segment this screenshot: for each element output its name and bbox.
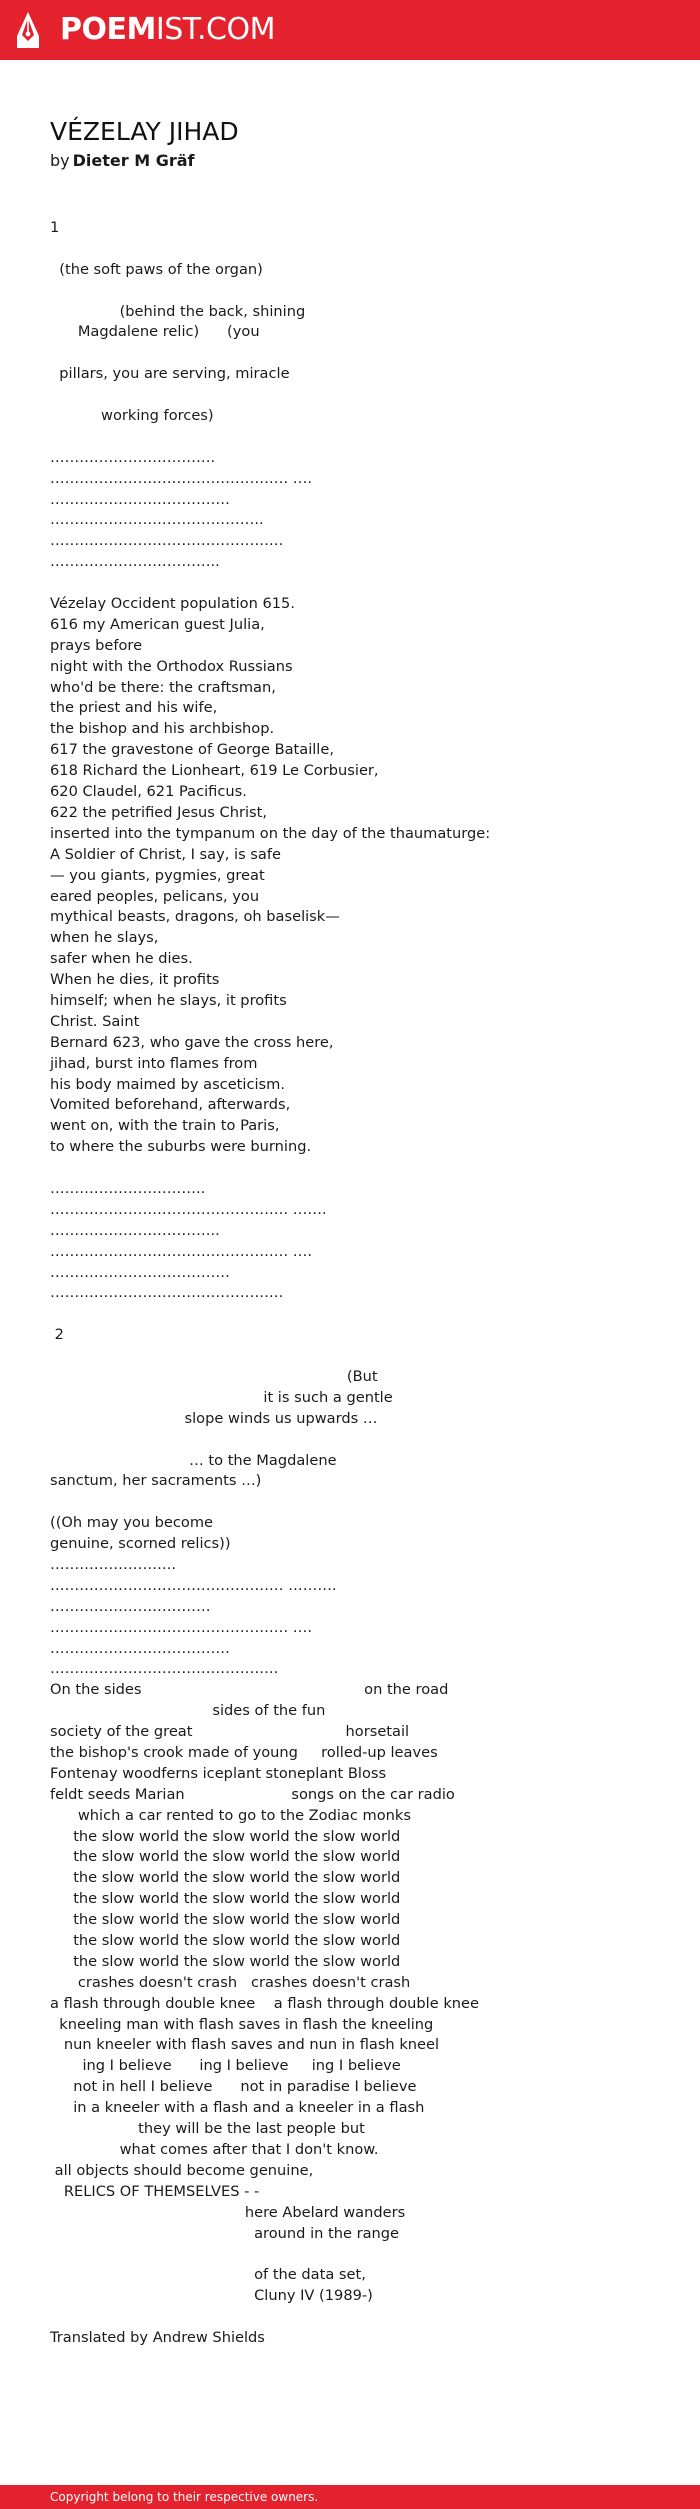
poem-line: jihad, burst into flames from: [50, 1054, 258, 1072]
poem-line: 622 the petrified Jesus Christ,: [50, 803, 268, 821]
poem-line: Magdalene relic) (you: [50, 323, 260, 341]
poem-line: ………………………………………… ……….: [50, 1576, 337, 1594]
poem-line: his body maimed by asceticism.: [50, 1075, 285, 1093]
poem-line: the slow world the slow world the slow world: [50, 1911, 401, 1929]
poem-line: 620 Claudel, 621 Pacificus.: [50, 783, 247, 801]
poem-line: feldt seeds Marian songs on the car radio: [50, 1785, 455, 1803]
poem-line: nun kneeler with flash saves and nun in flash kneel: [50, 2036, 440, 2054]
poem-line: …………………………………………: [50, 532, 284, 550]
poem-line: not in hell I believe not in paradise I believe: [50, 2078, 417, 2096]
byline-prefix: by: [50, 151, 70, 170]
poem-line: When he dies, it profits: [50, 971, 220, 989]
poem-line: kneeling man with flash saves in flash the kneeling: [50, 2015, 434, 2033]
poem-line: Bernard 623, who gave the cross here,: [50, 1033, 334, 1051]
poem-line: [50, 1158, 670, 1179]
poem-line: ……………………………….: [50, 1639, 230, 1657]
poem-line: which a car rented to go to the Zodiac monks: [50, 1806, 411, 1824]
poem-line: ……………………..: [50, 1556, 177, 1573]
site-header: [0, 0, 700, 60]
poem-line: the slow world the slow world the slow world: [50, 1890, 401, 1908]
poem-line: …………………………………………. …….: [50, 1200, 327, 1218]
poem-line: a flash through double knee a flash through double knee: [50, 1994, 480, 2012]
poem-line: the bishop's crook made of young rolled-up leaves: [50, 1744, 438, 1762]
pen-nib-icon[interactable]: [15, 10, 41, 50]
poem-line: Translated by Andrew Shields: [50, 2328, 265, 2346]
poem-line: (But: [50, 1367, 378, 1385]
poem-line: ……………………………: [50, 1597, 211, 1615]
poem-line: sides of the fun: [50, 1702, 326, 1720]
author-link[interactable]: Dieter M Gräf: [72, 151, 195, 170]
poem-line: 618 Richard the Lionheart, 619 Le Corbusier,: [50, 762, 379, 780]
poem-line: working forces): [50, 407, 214, 425]
poem-line: to where the suburbs were burning.: [50, 1138, 312, 1156]
poem-line: prays before: [50, 636, 143, 654]
poem-line: A Soldier of Christ, I say, is safe: [50, 845, 281, 863]
poem-line: the bishop and his archbishop.: [50, 720, 275, 738]
poem-line: [50, 1304, 670, 1325]
poem-line: Christ. Saint: [50, 1012, 140, 1030]
poem-line: went on, with the train to Paris,: [50, 1117, 280, 1135]
byline: [50, 150, 239, 172]
poem-line: On the sides on the road: [50, 1681, 449, 1699]
poem-line: ………………………………………..: [50, 1660, 279, 1678]
poem-line: …………………………………………. ….: [50, 1618, 313, 1636]
poem-line: inserted into the tympanum on the day of the thaumaturge:: [50, 824, 491, 842]
poem-line: …………………………..: [50, 1179, 206, 1197]
poem-line: [50, 2244, 670, 2265]
poem-line: (behind the back, shining: [50, 302, 306, 320]
poem-heading: [50, 116, 239, 172]
poem-line: [50, 239, 670, 260]
poem-line: [50, 385, 670, 406]
poem-line: ……………………………………..: [50, 511, 264, 529]
poem-line: RELICS OF THEMSELVES - -: [50, 2182, 260, 2200]
poem-line: the slow world the slow world the slow world: [50, 1869, 401, 1887]
poem-line: …………………………………………. ….: [50, 469, 313, 487]
poem-line: safer when he dies.: [50, 950, 193, 968]
poem-line: society of the great horsetail: [50, 1723, 410, 1741]
poem-line: 617 the gravestone of George Bataille,: [50, 741, 334, 759]
poem-line: [50, 1346, 670, 1367]
poem-line: … to the Magdalene: [50, 1451, 337, 1469]
poem-line: [50, 2307, 670, 2328]
poem-line: ……………………………..: [50, 1221, 220, 1239]
poem-line: Vomited beforehand, afterwards,: [50, 1096, 291, 1114]
copyright-notice: Copyright belong to their respective owners.: [50, 2490, 319, 2504]
poem-line: 616 my American guest Julia,: [50, 615, 265, 633]
poem-line: [50, 427, 670, 448]
poem-line: 1: [50, 219, 60, 236]
poem-line: what comes after that I don't know.: [50, 2140, 379, 2158]
poem-line: Cluny IV (1989-): [50, 2287, 373, 2305]
site-logo-link[interactable]: [60, 12, 275, 48]
poem-line: when he slays,: [50, 929, 159, 947]
poem-line: they will be the last people but: [50, 2120, 365, 2138]
poem-line: [50, 1492, 670, 1513]
poem-line: it is such a gentle: [50, 1388, 393, 1406]
poem-line: …………………………….: [50, 448, 216, 466]
poem-line: the slow world the slow world the slow world: [50, 1848, 401, 1866]
poem-body: [50, 218, 670, 2349]
poem-line: the slow world the slow world the slow world: [50, 1827, 401, 1845]
poem-line: genuine, scorned relics)): [50, 1535, 231, 1553]
poem-line: the slow world the slow world the slow world: [50, 1932, 401, 1950]
poem-line: 2: [50, 1326, 64, 1344]
poem-line: [50, 573, 670, 594]
poem-line: of the data set,: [50, 2266, 366, 2284]
poem-line: Fontenay woodferns iceplant stoneplant Bloss: [50, 1764, 387, 1782]
poem-line: ((Oh may you become: [50, 1514, 214, 1532]
poem-line: [50, 281, 670, 302]
poem-line: pillars, you are serving, miracle: [50, 365, 290, 383]
poem-line: the slow world the slow world the slow world: [50, 1952, 401, 1970]
poem-line: around in the range: [50, 2224, 400, 2242]
poem-line: the priest and his wife,: [50, 699, 218, 717]
poem-line: himself; when he slays, it profits: [50, 991, 287, 1009]
poem-line: slope winds us upwards …: [50, 1409, 378, 1427]
poem-line: …………………………………………. ….: [50, 1242, 313, 1260]
poem-line: here Abelard wanders: [50, 2203, 406, 2221]
poem-line: who'd be there: the craftsman,: [50, 678, 276, 696]
site-footer: [0, 2485, 700, 2509]
poem-line: eared peoples, pelicans, you: [50, 887, 260, 905]
poem-line: (the soft paws of the organ): [50, 260, 263, 278]
poem-line: — you giants, pygmies, great: [50, 866, 265, 884]
poem-line: mythical beasts, dragons, oh baselisk—: [50, 908, 340, 926]
poem-line: ……………………………….: [50, 1263, 230, 1281]
poem-line: ……………………………….: [50, 490, 230, 508]
poem-line: Vézelay Occident population 615.: [50, 595, 295, 613]
logo-text-bold: POEM: [60, 12, 156, 47]
logo-text-light: IST.COM: [155, 12, 275, 47]
poem-line: [50, 343, 670, 364]
poem-line: sanctum, her sacraments …): [50, 1472, 262, 1490]
poem-line: night with the Orthodox Russians: [50, 657, 293, 675]
poem-line: all objects should become genuine,: [50, 2161, 314, 2179]
poem-title: VÉZELAY JIHAD: [50, 117, 239, 146]
poem-line: in a kneeler with a flash and a kneeler in a flash: [50, 2099, 425, 2117]
poem-line: ……………………………..: [50, 553, 220, 571]
poem-line: [50, 1430, 670, 1451]
poem-line: crashes doesn't crash crashes doesn't crash: [50, 1973, 411, 1991]
poem-line: …………………………………………: [50, 1284, 284, 1302]
poem-line: ing I believe ing I believe ing I believe: [50, 2057, 401, 2075]
